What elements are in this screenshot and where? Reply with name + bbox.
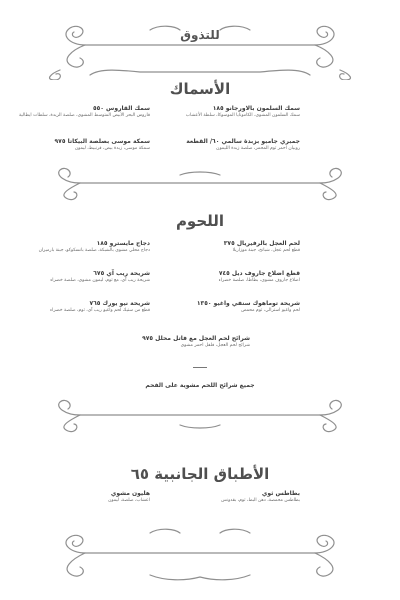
menu-item xyxy=(150,490,300,504)
menu-item-desc: دجاج محلي مشوي بالشبكة، صلصة بانسكوكو، جبنة بارميزان xyxy=(38,248,150,253)
menu-item-name: دجاج مايسترو ١٨٥ xyxy=(96,240,150,247)
menu-item-desc: شريحة ريب آي، مع ثوم، ليمون مشوي، صلصة خضراء xyxy=(50,278,150,283)
menu-item-desc: شرائح لحم العجل، فلفل احمر مشوي xyxy=(180,343,250,348)
menu-item xyxy=(0,300,150,314)
menu-item-name: شريحة نيو يورك ٧٦٥ xyxy=(89,300,150,307)
menu-item-name: سمكة موسى بصلصة البيكاتا ٩٧٥ xyxy=(54,138,150,145)
page-title: للتذوق xyxy=(180,28,220,42)
menu-item-name: شريحة ريب آي ٦٧٥ xyxy=(93,270,150,277)
menu-item-desc: لحم واغيو استرالي، ثوم محمص xyxy=(241,308,300,313)
menu-item-name: جمبري جامبو بزبدة سالمي ٦٠/ القطعة xyxy=(186,138,300,145)
menu-item-desc: اعشاب، صلصة، ليمون xyxy=(108,498,150,503)
menu-item-name: قطع اضلاع جاروف ديل ٧٤٥ xyxy=(218,270,300,277)
menu-item-desc: بطاطس محمصة، دهن البط، ثوم، بقدونس xyxy=(221,498,300,503)
top-ornament xyxy=(0,10,400,80)
menu-item xyxy=(150,300,300,314)
section-title-fish: الأسماك xyxy=(169,80,231,98)
menu-item-name: سمك السلمون بالاورجانو ١٨٥ xyxy=(212,105,300,112)
menu-item-name: لحم العجل بالرفيريال ٣٧٥ xyxy=(223,240,300,247)
menu-item xyxy=(0,270,150,284)
menu-item-name: هليون مشوي xyxy=(110,490,150,497)
menu-item xyxy=(150,138,300,152)
menu-item xyxy=(0,490,150,504)
menu-item-desc: سمكة موسى، زبدة بيض، قرنبيط، ليمون xyxy=(74,146,150,151)
menu-item-name: شريحة توماهوك سنفي واغيو ١٣٥٠ xyxy=(196,300,300,307)
section-title-sides: الأطباق الجانبية ٦٥ xyxy=(130,465,270,483)
meat-note: جميع شرائح اللحم مشوية على الفحم xyxy=(145,382,255,389)
menu-item-desc: اضلاع جاروف مشوي، بطاطا، صلصة خضراء xyxy=(218,278,300,283)
section-title-meat: اللحوم xyxy=(175,212,225,230)
meat-divider xyxy=(0,385,400,455)
menu-item-desc: قطع لحم عجل، شبانخ، جبنة موزاريلا xyxy=(232,248,300,253)
menu-item-desc: روبيان احمر ثوم المحمر، صلصة زبدة الليمون xyxy=(216,146,300,151)
menu-item xyxy=(150,105,300,119)
menu-item-desc: قاروس البحر الأبيض المتوسط المشوي، صلصة الزبدة، سلطات ايطالية xyxy=(18,113,150,118)
menu-item xyxy=(150,240,300,254)
menu-item xyxy=(0,240,150,254)
menu-item xyxy=(0,138,150,152)
menu-item-desc: قطع من ستيك لحم واغيو ريب آي، ثوم، صلصة خضراء xyxy=(50,308,150,313)
menu-item-name: شرائح لحم العجل مع فاتل محلل ٩٧٥ xyxy=(142,335,250,342)
menu-item xyxy=(150,270,300,284)
menu-item-name: سمك القاروس ٥٥٠ xyxy=(92,105,150,112)
menu-item xyxy=(130,335,250,349)
menu-item-desc: سمك السلمون المشوي، الكامونايا الموسوكا، سلطة الأعشاب xyxy=(185,113,300,118)
menu-item xyxy=(0,105,150,119)
menu-item-name: بطاطس ثوي xyxy=(261,490,300,497)
bottom-ornament xyxy=(0,525,400,595)
short-divider xyxy=(193,367,207,368)
